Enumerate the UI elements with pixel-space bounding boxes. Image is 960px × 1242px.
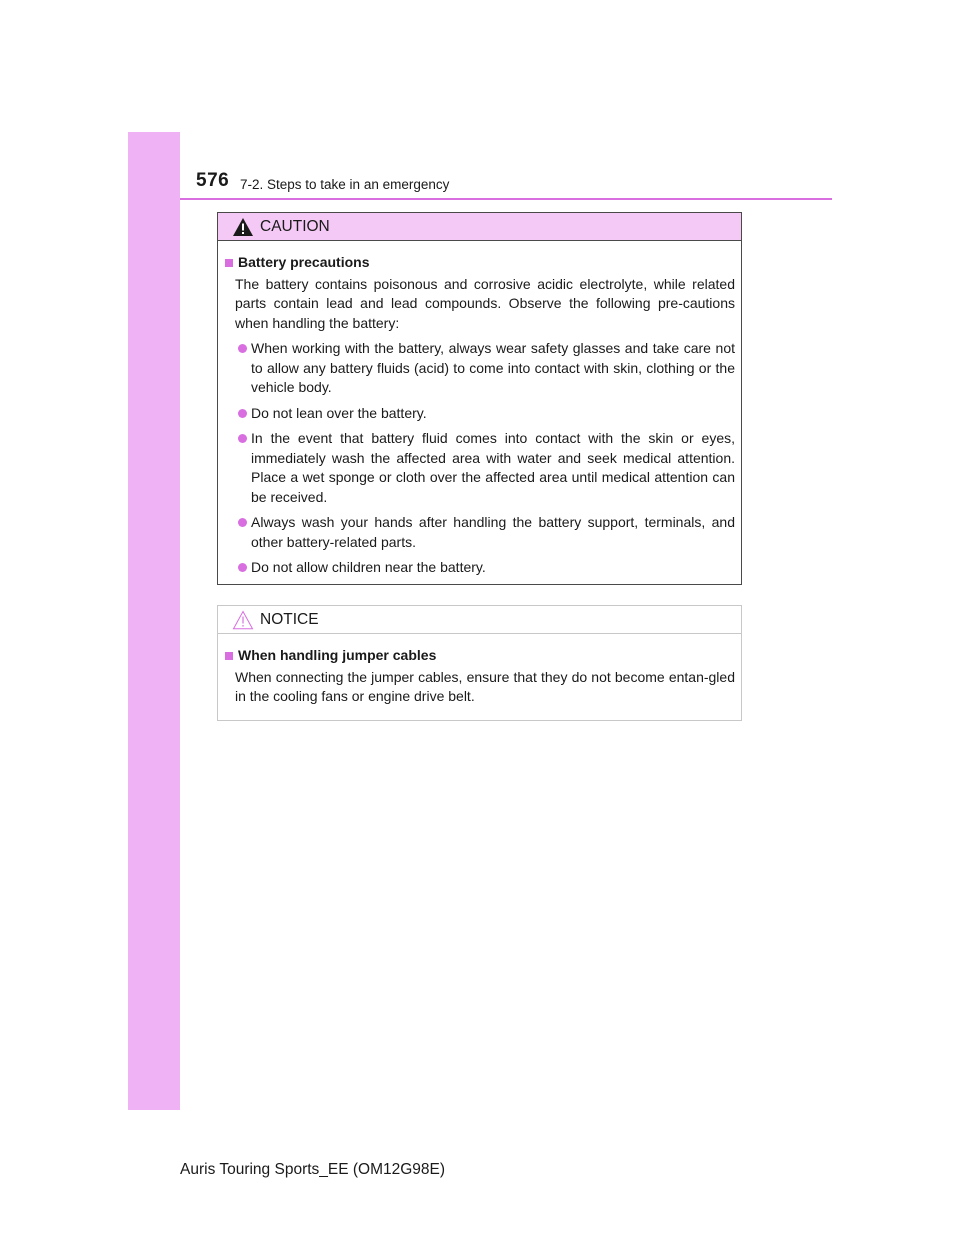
caution-label: CAUTION bbox=[260, 217, 330, 235]
warning-triangle-outline-icon bbox=[232, 610, 254, 630]
square-bullet-icon bbox=[225, 259, 233, 267]
bullet-dot-icon bbox=[238, 563, 247, 572]
bullet-dot-icon bbox=[238, 434, 247, 443]
warning-triangle-filled-icon bbox=[232, 217, 254, 237]
square-bullet-icon bbox=[225, 652, 233, 660]
list-item bbox=[224, 558, 735, 578]
list-item bbox=[224, 513, 735, 552]
caution-body bbox=[218, 241, 741, 578]
list-item-text: In the event that battery fluid comes into contact with the skin or eyes, immediately wash the affected area with water and seek medical attention. Place a wet sponge or cloth over the affected area until medical attention can be received. bbox=[251, 430, 735, 505]
list-item-text: Always wash your hands after handling the battery support, terminals, and other battery-related parts. bbox=[251, 514, 735, 550]
list-item bbox=[224, 429, 735, 507]
caution-box bbox=[217, 212, 742, 585]
notice-body bbox=[218, 634, 741, 707]
caution-heading bbox=[224, 253, 735, 273]
page-number: 576 bbox=[196, 170, 230, 191]
bullet-dot-icon bbox=[238, 409, 247, 418]
notice-label: NOTICE bbox=[260, 610, 319, 628]
chapter-side-tab bbox=[128, 132, 180, 1110]
list-item bbox=[224, 404, 735, 424]
header-rule bbox=[180, 198, 832, 200]
notice-text: When connecting the jumper cables, ensure that they do not become entan-gled in the cooling fans or engine drive belt. bbox=[235, 668, 735, 704]
list-item-text: Do not allow children near the battery. bbox=[251, 559, 486, 575]
caution-intro: The battery contains poisonous and corrosive acidic electrolyte, while related parts contain lead and lead compounds. Observe the following pre-cautions when handling the battery: bbox=[235, 275, 735, 331]
list-item bbox=[224, 339, 735, 398]
caution-heading-text: Battery precautions bbox=[238, 254, 370, 270]
bullet-dot-icon bbox=[238, 344, 247, 353]
notice-heading-text: When handling jumper cables bbox=[238, 647, 437, 663]
list-item-text: Do not lean over the battery. bbox=[251, 404, 427, 421]
notice-header bbox=[218, 606, 741, 634]
list-item-text: When working with the battery, always wear safety glasses and take care not to allow any battery fluids (acid) to come into contact with skin, clothing or the vehicle body. bbox=[251, 340, 735, 395]
notice-heading bbox=[224, 646, 735, 666]
footer-model-text: Auris Touring Sports_EE (OM12G98E) bbox=[180, 1161, 446, 1178]
bullet-dot-icon bbox=[238, 518, 247, 527]
notice-box bbox=[217, 605, 742, 721]
section-title: 7-2. Steps to take in an emergency bbox=[240, 177, 450, 192]
caution-header bbox=[218, 213, 741, 241]
